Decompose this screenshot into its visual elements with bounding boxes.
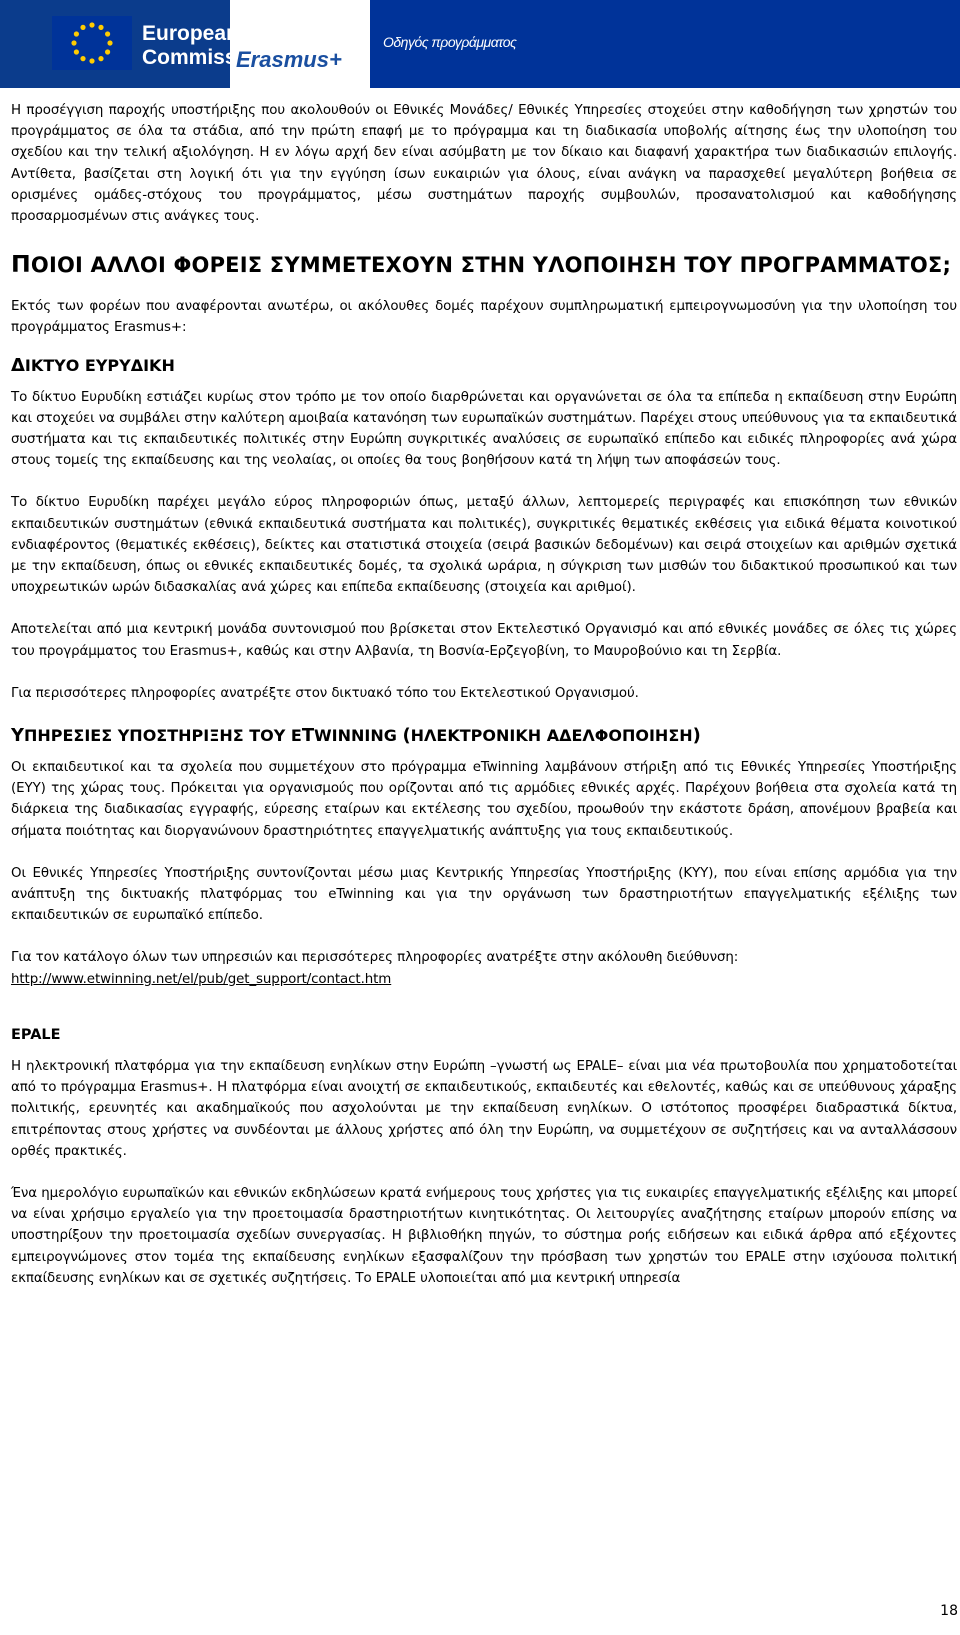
eu-flag-icon <box>52 16 132 70</box>
erasmus-logo: Erasmus+ <box>236 47 342 72</box>
heading-part: T <box>301 725 315 747</box>
heading-part: ΠΗΡΕΣΙΕΣ ΥΠΟΣΤΗΡΙΞΗΣ ΤΟΥ Ε <box>23 726 302 746</box>
heading-part: ) <box>692 725 701 747</box>
heading-rest: ΙΚΤΥΟ ΕΥΡΥΔΙΚΗ <box>24 355 175 375</box>
heading-eurydice <box>11 355 957 377</box>
european-commission-logo <box>0 0 269 88</box>
heading-part: ( <box>402 725 411 747</box>
paragraph-eurydice-4: Για περισσότερες πληροφορίες ανατρέξτε στον δικτυακό τόπο του Εκτελεστικού Οργανισμού. <box>11 685 639 701</box>
brand-line-2: Commission <box>142 46 269 69</box>
document-body <box>11 100 957 1289</box>
heading-initial: Π <box>11 250 31 279</box>
paragraph-epale-1: Η ηλεκτρονική πλατφόρμα για την εκπαίδευση ενηλίκων στην Ευρώπη –γνωστή ως EPALE– είναι μια νέα πρωτοβουλία που χρηματοδοτείται από το πρόγραμμα Erasmus+. Η πλατφόρμα είναι ανοιχτή σε εκπαιδευτικούς, εκπαιδευτές και εθελοντές, καθώς και σε υπεύθυνους χάραξης πολιτικής, ερευνητές και ακαδημαϊκούς που ασχολούνται με την εκπαίδευση ενηλίκων. Ο ιστότοπος προσφέρει διαδραστικά δίκτυα, επιτρέποντας στους χρήστες να συνδέονται με άλλους χρήστες από όλη την Ευρώπη, να συμμετέχουν σε συζητήσεις και να ανταλλάσσουν ορθές πρακτικές. <box>11 1058 957 1159</box>
paragraph-other-bodies-intro: Εκτός των φορέων που αναφέρονται ανωτέρω, οι ακόλουθες δομές παρέχουν συμπληρωματική εμπειρογνωμοσύνη για την υλοποίηση του προγράμματος Erasmus+: <box>11 299 957 336</box>
heading-other-bodies <box>11 250 957 279</box>
paragraph-etwinning-1: Οι εκπαιδευτικοί και τα σχολεία που συμμετέχουν στο πρόγραμμα eTwinning λαμβάνουν στήριξη από τις Εθνικές Υπηρεσίες Υποστήριξης (ΕΥΥ) της χώρας τους. Πρόκειται για οργανισμούς που ορίζονται από τις αρμόδιες εθνικές αρχές. Παρέχουν βοήθεια στα σχολεία κατά τη διάρκεια της διαδικασίας εγγραφής, εύρεσης εταίρων και εκτέλεσης του σχεδίου, προωθούν την εκάστοτε δράση, απονέμουν βραβεία και σήματα ποιότητας και διοργανώνουν δραστηριότητες επαγγελματικής ανάπτυξης για τους εκπαιδευτικούς. <box>11 760 957 839</box>
heading-rest: ΟΙΟΙ ΑΛΛΟΙ ΦΟΡΕΙΣ ΣΥΜΜΕΤΕΧΟΥΝ ΣΤΗΝ ΥΛΟΠΟΙΗΣΗ ΤΟΥ ΠΡΟΓΡΑΜΜΑΤΟΣ; <box>30 253 952 278</box>
logo-area <box>0 0 370 88</box>
heading-part: ΗΛΕΚΤΡΟΝΙΚΗ ΑΔΕΛΦΟΠΟΙΗΣΗ <box>410 726 693 746</box>
heading-etwinning <box>11 725 957 747</box>
guide-title: Οδηγός προγράμματος <box>383 34 517 50</box>
paragraph-eurydice-1: Το δίκτυο Ευρυδίκη εστιάζει κυρίως στον τρόπο με τον οποίο διαρθρώνεται και οργανώνεται σε όλα τα επίπεδα η εκπαίδευση στην Ευρώπη και στοχεύει να συμβάλει στην καλύτερη αμοιβαία κατανόηση των ευρωπαϊκών συστημάτων. Παρέχει στους υπεύθυνους για τα εκπαιδευτικά συστήματα και τις εκπαιδευτικές πολιτικές στην Ευρώπη συγκριτικές αναλύσεις σε ευρωπαϊκό επίπεδο και ειδικές πληροφορίες ανά χώρα στους τομείς της εκπαίδευσης και της νεολαίας, οι οποίες θα τους βοηθήσουν κατά τη λήψη των αποφάσεών τους. <box>11 389 957 469</box>
paragraph-epale-2: Ένα ημερολόγιο ευρωπαϊκών και εθνικών εκδηλώσεων κρατά ενήμερους τους χρήστες για τις ευκαιρίες επαγγελματικής εξέλιξης και μπορεί να είναι χρήσιμο εργαλείο για την προετοιμασία δραστηριοτήτων κινητικότητας. Οι λειτουργίες αναζήτησης εταίρων μπορούν επίσης να υποστηρίξουν την προετοιμασία σχεδίων συνεργασίας. Η βιβλιοθήκη πηγών, το σύστημα ροής ειδήσεων και ειδικά άρθρα από εξέχοντες εμπειρογνώμονες στον τομέα της εκπαίδευσης ενηλίκων εξασφαλίζουν την πρόσβαση των χρηστών του EPALE στην ισχύουσα πολιτική εκπαίδευσης ενηλίκων και σε σχετικές συζητήσεις. Το EPALE υλοποιείται από μια κεντρική υπηρεσία <box>11 1185 957 1286</box>
heading-epale: EPALE <box>11 1026 61 1043</box>
page-header <box>0 0 960 88</box>
paragraph-eurydice-3: Αποτελείται από μια κεντρική μονάδα συντονισμού που βρίσκεται στον Εκτελεστικό Οργανισμό και από εθνικές μονάδες σε όλες τις χώρες του προγράμματος του Erasmus+, καθώς και στην Αλβανία, τη Βοσνία-Ερζεγοβίνη, το Μαυροβούνιο και τη Σερβία. <box>11 622 957 659</box>
heading-part: Υ <box>11 725 24 747</box>
brand-line-1: European <box>142 22 239 45</box>
paragraph-etwinning-3: Για τον κατάλογο όλων των υπηρεσιών και περισσότερες πληροφορίες ανατρέξτε στην ακόλουθη διεύθυνση: <box>11 950 739 966</box>
heading-part: WINNING <box>314 726 403 746</box>
paragraph-etwinning-2: Οι Εθνικές Υπηρεσίες Υποστήριξης συντονίζονται μέσω μιας Κεντρικής Υπηρεσίας Υποστήριξης (ΚΥΥ), που είναι επίσης αρμόδια για την ανάπτυξη της δικτυακής πλατφόρμας του eTwinning και για την οργάνωση των δραστηριοτήτων επαγγελματικής εξέλιξης των εκπαιδευτικών σε ευρωπαϊκό επίπεδο. <box>11 865 957 924</box>
page-number: 18 <box>940 1603 958 1619</box>
etwinning-contact-link[interactable]: http://www.etwinning.net/el/pub/get_support/contact.htm <box>11 971 392 987</box>
paragraph-support-approach: Η προσέγγιση παροχής υποστήριξης που ακολουθούν οι Εθνικές Μονάδες/ Εθνικές Υπηρεσίες στοχεύει στην καθοδήγηση των χρηστών του προγράμματος σε όλα τα στάδια, από την πρώτη επαφή με το πρόγραμμα και τη διαδικασία υποβολής αίτησης έως την υλοποίηση του σχεδίου και την τελική αξιολόγηση. Η εν λόγω αρχή δεν είναι ασύμβατη με τον δίκαιο και διαφανή χαρακτήρα των διαδικασιών επιλογής. Αντίθετα, βασίζεται στη λογική ότι για την εγγύηση ίσων ευκαιριών για όλους, είναι ανάγκη να παρασχεθεί μεγαλύτερη βοήθεια σε ορισμένες ομάδες-στόχους του προγράμματος, μέσω συστημάτων παροχής συμβουλών, προσανατολισμού και καθοδήγησης προσαρμοσμένων στις ανάγκες τους. <box>11 103 957 225</box>
paragraph-eurydice-2: Το δίκτυο Ευρυδίκη παρέχει μεγάλο εύρος πληροφοριών όπως, μεταξύ άλλων, λεπτομερείς περιγραφές και επισκόπηση των εθνικών εκπαιδευτικών συστημάτων (εθνικά εκπαιδευτικά συστήματα και πολιτικές), συγκριτικές θεματικές εκθέσεις για ειδικά θέματα κοινοτικού ενδιαφέροντος (θεματικές εκθέσεις), δείκτες και στατιστικά στοιχεία (σειρά βασικών δεδομένων) και σειρά στοιχείων και αριθμών σχετικά με την εκπαίδευση, όπως οι εθνικές εκπαιδευτικές δομές, τα σχολικά ωράρια, η σύγκριση των μισθών του διδακτικού προσωπικού και των υποχρεωτικών ωρών διδασκαλίας ανά χώρες και επίπεδα εκπαίδευσης (στοιχεία και αριθμοί). <box>11 495 957 596</box>
heading-initial: Δ <box>11 354 25 376</box>
